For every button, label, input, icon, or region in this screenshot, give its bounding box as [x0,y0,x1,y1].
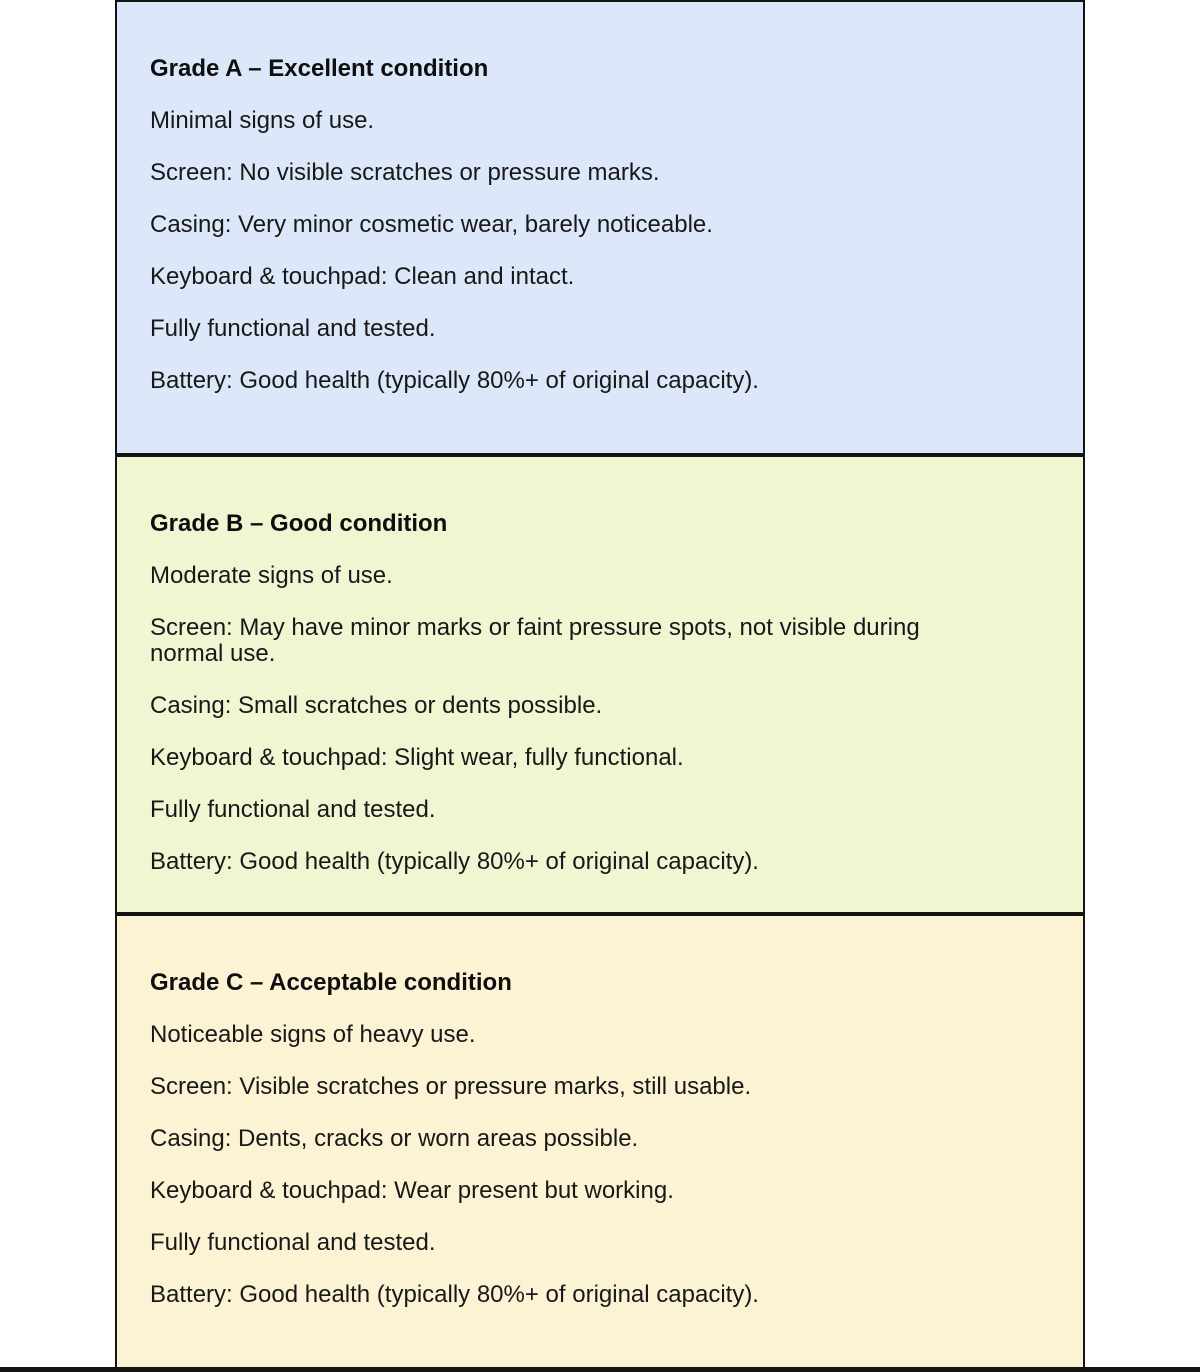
grade-b-paragraph: Casing: Small scratches or dents possible. [150,692,603,719]
grade-a-paragraph: Screen: No visible scratches or pressure marks. [150,159,660,186]
grade-a-heading: Grade A – Excellent condition [150,55,489,82]
bottom-edge-bar [0,1367,1200,1372]
grade-a-panel [115,0,1085,455]
grade-b-heading: Grade B – Good condition [150,510,448,537]
grade-b-paragraph: Fully functional and tested. [150,796,436,823]
grade-b-paragraph: Screen: May have minor marks or faint pressure spots, not visible during normal use. [150,614,920,667]
grade-panels [115,0,1085,1372]
grade-c-paragraph: Battery: Good health (typically 80%+ of original capacity). [150,1281,759,1308]
grade-c-paragraph: Noticeable signs of heavy use. [150,1021,476,1048]
grade-a-paragraph: Battery: Good health (typically 80%+ of original capacity). [150,367,759,394]
grade-c-panel [115,914,1085,1372]
grade-b-paragraph: Battery: Good health (typically 80%+ of original capacity). [150,848,759,875]
grade-c-heading: Grade C – Acceptable condition [150,969,512,996]
grade-a-paragraph: Fully functional and tested. [150,315,436,342]
grade-c-paragraph: Casing: Dents, cracks or worn areas possible. [150,1125,639,1152]
grade-a-paragraph: Minimal signs of use. [150,107,375,134]
grade-c-paragraph: Fully functional and tested. [150,1229,436,1256]
grade-b-panel [115,455,1085,914]
grade-c-paragraph: Screen: Visible scratches or pressure marks, still usable. [150,1073,752,1100]
grade-c-paragraph: Keyboard & touchpad: Wear present but working. [150,1177,674,1204]
grade-b-paragraph: Keyboard & touchpad: Slight wear, fully functional. [150,744,684,771]
grade-b-paragraph: Moderate signs of use. [150,562,393,589]
grade-a-paragraph: Keyboard & touchpad: Clean and intact. [150,263,575,290]
grade-a-paragraph: Casing: Very minor cosmetic wear, barely noticeable. [150,211,713,238]
